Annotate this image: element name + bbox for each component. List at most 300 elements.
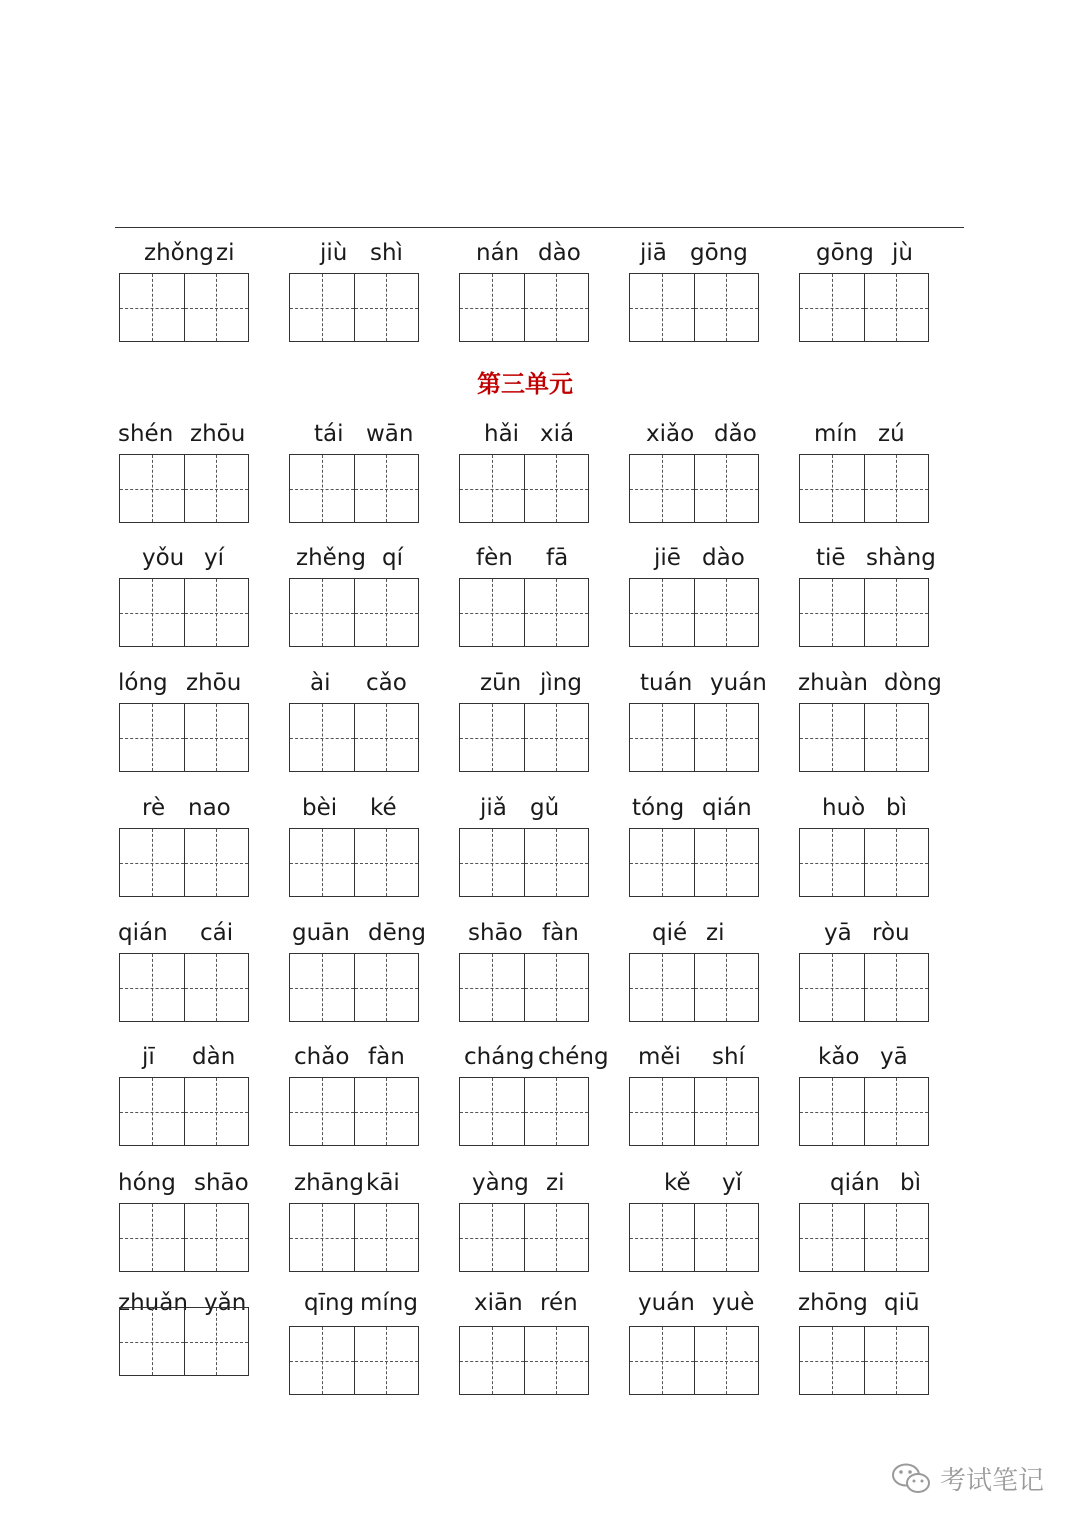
- char-cell[interactable]: [460, 455, 524, 522]
- pinyin-label: [626, 666, 776, 700]
- char-cell[interactable]: [524, 704, 589, 771]
- pinyin-label: [796, 791, 946, 825]
- tianzige-box[interactable]: [629, 1326, 759, 1395]
- word-item: [796, 1286, 946, 1406]
- char-cell[interactable]: [630, 829, 694, 896]
- pinyin-syllable-1: jiā: [640, 240, 667, 266]
- pinyin-label: [116, 666, 266, 700]
- char-cell[interactable]: [864, 1204, 929, 1271]
- char-cell[interactable]: [184, 829, 249, 896]
- word-item: [796, 916, 946, 1036]
- pinyin-syllable-2: fàn: [368, 1044, 405, 1070]
- pinyin-syllable-2: gōng: [690, 240, 748, 266]
- pinyin-syllable-1: huò: [822, 795, 866, 821]
- char-cell[interactable]: [864, 1078, 929, 1145]
- char-cell[interactable]: [800, 455, 864, 522]
- pinyin-syllable-1: zhāng: [294, 1170, 364, 1196]
- word-row-top: [0, 236, 1080, 356]
- pinyin-syllable-2: cái: [200, 920, 234, 946]
- top-divider-line: [115, 227, 964, 228]
- pinyin-syllable-1: nán: [476, 240, 520, 266]
- tianzige-box[interactable]: [289, 1077, 419, 1146]
- char-cell[interactable]: [460, 274, 524, 341]
- pinyin-label: [456, 541, 606, 575]
- pinyin-label: [116, 916, 266, 950]
- pinyin-label: [116, 1040, 266, 1074]
- pinyin-syllable-1: bèi: [302, 795, 338, 821]
- word-item: [286, 916, 436, 1036]
- word-item: [796, 236, 946, 356]
- tianzige-box[interactable]: [629, 273, 759, 342]
- char-cell[interactable]: [460, 704, 524, 771]
- pinyin-syllable-1: qián: [118, 920, 168, 946]
- wechat-icon: [890, 1461, 934, 1497]
- pinyin-syllable-2: bì: [886, 795, 907, 821]
- char-cell[interactable]: [290, 579, 354, 646]
- pinyin-label: [456, 236, 606, 270]
- pinyin-label: [796, 541, 946, 575]
- pinyin-syllable-2: shāo: [194, 1170, 249, 1196]
- tianzige-box[interactable]: [459, 1077, 589, 1146]
- char-cell[interactable]: [290, 1327, 354, 1394]
- word-item: [286, 541, 436, 661]
- word-item: [116, 541, 266, 661]
- pinyin-syllable-1: yàng: [472, 1170, 529, 1196]
- tianzige-box[interactable]: [289, 1326, 419, 1395]
- pinyin-syllable-1: ài: [310, 670, 331, 696]
- char-cell[interactable]: [694, 455, 759, 522]
- word-item: [796, 541, 946, 661]
- pinyin-label: [286, 417, 436, 451]
- word-item: [456, 417, 606, 537]
- pinyin-syllable-1: gōng: [816, 240, 874, 266]
- char-cell[interactable]: [120, 455, 184, 522]
- tianzige-box[interactable]: [799, 578, 929, 647]
- pinyin-syllable-1: tóng: [632, 795, 685, 821]
- pinyin-syllable-1: mín: [814, 421, 858, 447]
- word-item: [626, 541, 776, 661]
- pinyin-syllable-1: qīng: [304, 1290, 355, 1316]
- char-cell[interactable]: [524, 954, 589, 1021]
- pinyin-syllable-1: jiē: [654, 545, 681, 571]
- char-cell[interactable]: [630, 1078, 694, 1145]
- char-cell[interactable]: [354, 1204, 419, 1271]
- pinyin-label: [286, 1166, 436, 1200]
- pinyin-label: [796, 1166, 946, 1200]
- pinyin-syllable-2: dòng: [884, 670, 942, 696]
- tianzige-box[interactable]: [799, 1326, 929, 1395]
- pinyin-syllable-2: zú: [878, 421, 905, 447]
- pinyin-syllable-1: jiù: [320, 240, 348, 266]
- pinyin-label: [456, 1040, 609, 1074]
- char-cell[interactable]: [864, 1327, 929, 1394]
- pinyin-syllable-2: yuè: [712, 1290, 755, 1316]
- char-cell[interactable]: [460, 1078, 524, 1145]
- pinyin-syllable-1: tái: [314, 421, 344, 447]
- pinyin-label: [626, 1040, 776, 1074]
- char-cell[interactable]: [524, 455, 589, 522]
- pinyin-syllable-2: qí: [382, 545, 403, 571]
- word-item: [456, 666, 606, 786]
- pinyin-label: [626, 916, 776, 950]
- char-cell[interactable]: [800, 1078, 864, 1145]
- pinyin-label: [456, 417, 606, 451]
- char-cell[interactable]: [354, 1327, 419, 1394]
- pinyin-label: [456, 666, 606, 700]
- char-cell[interactable]: [120, 1204, 184, 1271]
- char-cell[interactable]: [290, 704, 354, 771]
- pinyin-label: [796, 916, 946, 950]
- word-row: [0, 417, 1080, 537]
- pinyin-syllable-2: dàn: [192, 1044, 236, 1070]
- pinyin-syllable-1: yā: [824, 920, 852, 946]
- tianzige-box[interactable]: [119, 578, 249, 647]
- pinyin-syllable-2: dào: [702, 545, 745, 571]
- word-item: [116, 916, 266, 1036]
- tianzige-box[interactable]: [119, 454, 249, 523]
- tianzige-box[interactable]: [799, 454, 929, 523]
- pinyin-syllable-2: zi: [546, 1170, 565, 1196]
- watermark-text: 考试笔记: [939, 1466, 1044, 1496]
- pinyin-label: [796, 1040, 946, 1074]
- pinyin-label: [626, 1166, 776, 1200]
- char-cell[interactable]: [524, 829, 589, 896]
- pinyin-syllable-2: shàng: [866, 545, 936, 571]
- pinyin-label: [116, 417, 266, 451]
- word-row: [0, 541, 1080, 661]
- word-row: [0, 1286, 1080, 1406]
- char-cell[interactable]: [800, 704, 864, 771]
- pinyin-label: [286, 916, 436, 950]
- char-cell[interactable]: [290, 455, 354, 522]
- pinyin-syllable-2: míng: [360, 1290, 418, 1316]
- char-cell[interactable]: [460, 1327, 524, 1394]
- pinyin-syllable-2: kāi: [366, 1170, 400, 1196]
- char-cell[interactable]: [800, 1204, 864, 1271]
- tianzige-box[interactable]: [629, 703, 759, 772]
- char-cell[interactable]: [354, 455, 419, 522]
- char-cell[interactable]: [524, 274, 589, 341]
- tianzige-box[interactable]: [289, 953, 419, 1022]
- pinyin-syllable-1: kě: [664, 1170, 691, 1196]
- char-cell[interactable]: [184, 1204, 249, 1271]
- char-cell[interactable]: [120, 579, 184, 646]
- pinyin-syllable-2: cǎo: [366, 670, 407, 696]
- pinyin-syllable-2: zi: [216, 240, 235, 266]
- pinyin-syllable-2: shì: [370, 240, 403, 266]
- word-row: [0, 791, 1080, 911]
- pinyin-label: [626, 236, 776, 270]
- pinyin-syllable-1: shén: [118, 421, 174, 447]
- word-item: [116, 1040, 266, 1160]
- char-cell[interactable]: [694, 1078, 759, 1145]
- char-cell[interactable]: [120, 954, 184, 1021]
- word-item: [796, 791, 946, 911]
- tianzige-box[interactable]: [289, 703, 419, 772]
- char-cell[interactable]: [694, 829, 759, 896]
- char-cell[interactable]: [630, 704, 694, 771]
- tianzige-box[interactable]: [629, 454, 759, 523]
- pinyin-syllable-1: chǎo: [294, 1044, 350, 1070]
- word-item: [116, 1286, 266, 1406]
- pinyin-syllable-2: nao: [188, 795, 231, 821]
- pinyin-syllable-1: zhěng: [296, 545, 366, 571]
- pinyin-label: [116, 791, 266, 825]
- pinyin-label: [286, 236, 436, 270]
- word-item: [286, 236, 436, 356]
- char-cell[interactable]: [290, 1204, 354, 1271]
- word-item: [456, 791, 606, 911]
- word-item: [626, 1286, 776, 1406]
- char-cell[interactable]: [864, 829, 929, 896]
- pinyin-label: [456, 1286, 606, 1320]
- tianzige-box[interactable]: [289, 578, 419, 647]
- char-cell[interactable]: [694, 274, 759, 341]
- word-item: [456, 1166, 606, 1286]
- char-cell[interactable]: [630, 1327, 694, 1394]
- pinyin-syllable-1: zhǒng: [144, 240, 214, 266]
- word-item: [626, 791, 776, 911]
- tianzige-box[interactable]: [289, 1203, 419, 1272]
- tianzige-box[interactable]: [459, 953, 589, 1022]
- char-cell[interactable]: [184, 1078, 249, 1145]
- pinyin-syllable-1: tuán: [640, 670, 693, 696]
- tianzige-box[interactable]: [289, 273, 419, 342]
- pinyin-label: [626, 417, 776, 451]
- pinyin-label: [796, 1286, 946, 1320]
- char-cell[interactable]: [524, 1204, 589, 1271]
- pinyin-syllable-1: hóng: [118, 1170, 176, 1196]
- word-item: [796, 417, 946, 537]
- tianzige-box[interactable]: [289, 828, 419, 897]
- tianzige-box[interactable]: [799, 953, 929, 1022]
- char-cell[interactable]: [630, 954, 694, 1021]
- word-row: [0, 916, 1080, 1036]
- char-cell[interactable]: [120, 1308, 184, 1375]
- pinyin-syllable-2: wān: [366, 421, 414, 447]
- pinyin-label: [796, 236, 946, 270]
- word-item: [116, 666, 266, 786]
- tianzige-box[interactable]: [289, 454, 419, 523]
- char-cell[interactable]: [460, 579, 524, 646]
- tianzige-box[interactable]: [799, 1203, 929, 1272]
- tianzige-box[interactable]: [459, 454, 589, 523]
- tianzige-box[interactable]: [459, 273, 589, 342]
- tianzige-box[interactable]: [629, 578, 759, 647]
- pinyin-syllable-1: hǎi: [484, 421, 520, 447]
- char-cell[interactable]: [800, 954, 864, 1021]
- word-item: [286, 1166, 436, 1286]
- pinyin-syllable-2: gǔ: [530, 795, 560, 821]
- char-cell[interactable]: [460, 954, 524, 1021]
- word-item: [626, 666, 776, 786]
- word-item: [456, 541, 606, 661]
- char-cell[interactable]: [524, 1327, 589, 1394]
- char-cell[interactable]: [354, 274, 419, 341]
- pinyin-syllable-1: fèn: [476, 545, 513, 571]
- pinyin-label: [796, 417, 946, 451]
- char-cell[interactable]: [460, 1204, 524, 1271]
- word-item: [626, 236, 776, 356]
- tianzige-box[interactable]: [629, 1077, 759, 1146]
- pinyin-label: [286, 541, 436, 575]
- tianzige-box[interactable]: [459, 1326, 589, 1395]
- char-cell[interactable]: [290, 829, 354, 896]
- char-cell[interactable]: [290, 274, 354, 341]
- pinyin-syllable-2: fàn: [542, 920, 579, 946]
- word-item: [456, 916, 606, 1036]
- char-cell[interactable]: [354, 829, 419, 896]
- pinyin-syllable-1: xiān: [474, 1290, 523, 1316]
- char-cell[interactable]: [120, 829, 184, 896]
- pinyin-syllable-1: guān: [292, 920, 350, 946]
- tianzige-box[interactable]: [119, 273, 249, 342]
- pinyin-syllable-2: zi: [706, 920, 725, 946]
- pinyin-syllable-2: fā: [546, 545, 569, 571]
- char-cell[interactable]: [120, 274, 184, 341]
- word-item: [456, 1286, 606, 1406]
- char-cell[interactable]: [630, 455, 694, 522]
- tianzige-box[interactable]: [799, 703, 929, 772]
- tianzige-box[interactable]: [799, 828, 929, 897]
- char-cell[interactable]: [630, 579, 694, 646]
- char-cell[interactable]: [864, 579, 929, 646]
- char-cell[interactable]: [354, 704, 419, 771]
- pinyin-label: [626, 791, 776, 825]
- word-item: [626, 1166, 776, 1286]
- tianzige-box[interactable]: [459, 828, 589, 897]
- char-cell[interactable]: [800, 829, 864, 896]
- char-cell[interactable]: [524, 1078, 589, 1145]
- pinyin-label: [456, 1166, 606, 1200]
- tianzige-box[interactable]: [119, 1077, 249, 1146]
- pinyin-syllable-2: yǐ: [722, 1170, 743, 1196]
- pinyin-syllable-2: xiá: [540, 421, 575, 447]
- pinyin-syllable-2: yǎn: [204, 1290, 247, 1316]
- pinyin-syllable-2: zhōu: [186, 670, 242, 696]
- pinyin-syllable-1: yuán: [638, 1290, 695, 1316]
- char-cell[interactable]: [184, 274, 249, 341]
- pinyin-syllable-1: kǎo: [818, 1044, 860, 1070]
- pinyin-syllable-2: shí: [712, 1044, 745, 1070]
- char-cell[interactable]: [354, 579, 419, 646]
- char-cell[interactable]: [120, 1078, 184, 1145]
- tianzige-box[interactable]: [459, 578, 589, 647]
- pinyin-syllable-1: xiǎo: [646, 421, 695, 447]
- pinyin-syllable-2: dào: [538, 240, 581, 266]
- tianzige-box[interactable]: [119, 1307, 249, 1376]
- word-item: [456, 236, 606, 356]
- char-cell[interactable]: [864, 954, 929, 1021]
- char-cell[interactable]: [184, 954, 249, 1021]
- word-item: [626, 417, 776, 537]
- pinyin-syllable-1: lóng: [118, 670, 168, 696]
- pinyin-syllable-2: chéng: [538, 1044, 609, 1070]
- pinyin-label: [116, 236, 266, 270]
- char-cell[interactable]: [800, 1327, 864, 1394]
- char-cell[interactable]: [864, 274, 929, 341]
- char-cell[interactable]: [354, 954, 419, 1021]
- char-cell[interactable]: [290, 1078, 354, 1145]
- char-cell[interactable]: [120, 704, 184, 771]
- tianzige-box[interactable]: [119, 1203, 249, 1272]
- char-cell[interactable]: [630, 274, 694, 341]
- word-item: [626, 1040, 776, 1160]
- pinyin-label: [116, 541, 266, 575]
- tianzige-box[interactable]: [119, 828, 249, 897]
- char-cell[interactable]: [354, 1078, 419, 1145]
- pinyin-syllable-1: měi: [638, 1044, 681, 1070]
- tianzige-box[interactable]: [799, 273, 929, 342]
- char-cell[interactable]: [184, 1308, 249, 1375]
- char-cell[interactable]: [460, 829, 524, 896]
- char-cell[interactable]: [800, 579, 864, 646]
- word-item: [796, 1166, 946, 1286]
- pinyin-syllable-2: yuán: [710, 670, 767, 696]
- pinyin-syllable-1: yǒu: [142, 545, 185, 571]
- pinyin-syllable-1: zhōng: [798, 1290, 868, 1316]
- tianzige-box[interactable]: [119, 953, 249, 1022]
- pinyin-syllable-2: dǎo: [714, 421, 757, 447]
- pinyin-syllable-2: qián: [702, 795, 752, 821]
- tianzige-box[interactable]: [629, 953, 759, 1022]
- char-cell[interactable]: [524, 579, 589, 646]
- pinyin-label: [286, 1286, 436, 1320]
- tianzige-box[interactable]: [629, 828, 759, 897]
- word-item: [286, 417, 436, 537]
- char-cell[interactable]: [290, 954, 354, 1021]
- tianzige-box[interactable]: [629, 1203, 759, 1272]
- word-item: [456, 1040, 609, 1160]
- pinyin-syllable-2: bì: [900, 1170, 921, 1196]
- char-cell[interactable]: [184, 455, 249, 522]
- char-cell[interactable]: [694, 704, 759, 771]
- char-cell[interactable]: [694, 1327, 759, 1394]
- section-title: 第三单元: [477, 370, 573, 398]
- tianzige-box[interactable]: [459, 1203, 589, 1272]
- pinyin-syllable-2: qiū: [884, 1290, 920, 1316]
- tianzige-box[interactable]: [459, 703, 589, 772]
- char-cell[interactable]: [184, 704, 249, 771]
- word-item: [796, 666, 946, 786]
- char-cell[interactable]: [694, 954, 759, 1021]
- pinyin-label: [286, 791, 436, 825]
- pinyin-syllable-2: yā: [880, 1044, 908, 1070]
- char-cell[interactable]: [184, 579, 249, 646]
- pinyin-label: [626, 1286, 776, 1320]
- pinyin-syllable-1: jī: [142, 1044, 155, 1070]
- char-cell[interactable]: [694, 1204, 759, 1271]
- pinyin-syllable-1: zūn: [480, 670, 522, 696]
- word-item: [116, 1166, 266, 1286]
- tianzige-box[interactable]: [119, 703, 249, 772]
- char-cell[interactable]: [800, 274, 864, 341]
- pinyin-syllable-2: yí: [204, 545, 225, 571]
- char-cell[interactable]: [630, 1204, 694, 1271]
- word-row: [0, 666, 1080, 786]
- char-cell[interactable]: [694, 579, 759, 646]
- char-cell[interactable]: [864, 704, 929, 771]
- pinyin-syllable-2: ròu: [872, 920, 910, 946]
- tianzige-box[interactable]: [799, 1077, 929, 1146]
- watermark: [890, 1460, 1044, 1497]
- pinyin-syllable-1: tiē: [816, 545, 846, 571]
- pinyin-syllable-2: dēng: [368, 920, 426, 946]
- pinyin-label: [286, 666, 436, 700]
- pinyin-syllable-1: shāo: [468, 920, 523, 946]
- word-item: [286, 791, 436, 911]
- char-cell[interactable]: [864, 455, 929, 522]
